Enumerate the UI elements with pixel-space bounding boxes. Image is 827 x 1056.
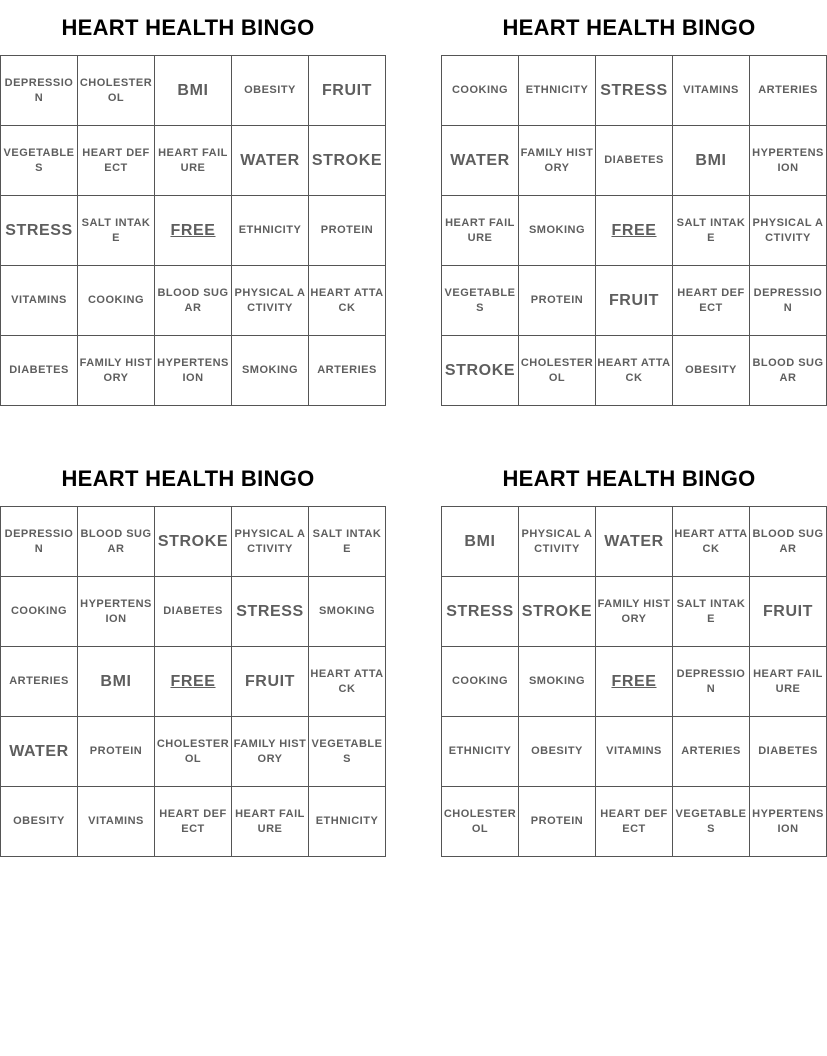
bingo-cell: PROTEIN: [309, 196, 386, 266]
bingo-cell: HEART FAILURE: [232, 787, 309, 857]
bingo-cell: BMI: [673, 126, 750, 196]
bingo-cell: VEGETABLES: [673, 787, 750, 857]
bingo-cell: STROKE: [519, 577, 596, 647]
bingo-cell: SALT INTAKE: [78, 196, 155, 266]
bingo-cell: COOKING: [1, 577, 78, 647]
bingo-cell: BLOOD SUGAR: [750, 336, 827, 406]
bingo-cell: VITAMINS: [1, 266, 78, 336]
bingo-cell: COOKING: [442, 56, 519, 126]
bingo-cell: CHOLESTEROL: [78, 56, 155, 126]
bingo-cell: WATER: [442, 126, 519, 196]
bingo-cell: PROTEIN: [519, 787, 596, 857]
bingo-row: [1, 787, 386, 857]
bingo-cell: HEART FAILURE: [442, 196, 519, 266]
bingo-card-4: [441, 451, 824, 857]
bingo-cell: CHOLESTEROL: [519, 336, 596, 406]
bingo-cell: FRUIT: [596, 266, 673, 336]
bingo-cell: COOKING: [442, 647, 519, 717]
bingo-grid: [0, 55, 386, 406]
bingo-cell: STROKE: [155, 507, 232, 577]
bingo-cell: DEPRESSION: [673, 647, 750, 717]
bingo-cell: HEART FAILURE: [155, 126, 232, 196]
bingo-cell: PROTEIN: [78, 717, 155, 787]
bingo-cell: HYPERTENSION: [750, 126, 827, 196]
bingo-row: [442, 56, 827, 126]
bingo-cell: ETHNICITY: [309, 787, 386, 857]
bingo-cell: HEART FAILURE: [750, 647, 827, 717]
bingo-row: [1, 336, 386, 406]
bingo-cell: VEGETABLES: [442, 266, 519, 336]
bingo-cell: ETHNICITY: [232, 196, 309, 266]
bingo-cell: SMOKING: [232, 336, 309, 406]
bingo-cell: ARTERIES: [1, 647, 78, 717]
bingo-cell: PROTEIN: [519, 266, 596, 336]
bingo-cell: HYPERTENSION: [155, 336, 232, 406]
bingo-row: [1, 717, 386, 787]
bingo-card-3: [0, 451, 384, 857]
bingo-cell: SALT INTAKE: [673, 577, 750, 647]
free-space: FREE: [155, 647, 232, 717]
bingo-cell: COOKING: [78, 266, 155, 336]
bingo-cell: HEART ATTACK: [309, 266, 386, 336]
bingo-cell: HEART DEFECT: [596, 787, 673, 857]
free-space: FREE: [596, 196, 673, 266]
bingo-cell: OBESITY: [1, 787, 78, 857]
bingo-row: [1, 196, 386, 266]
bingo-card-2: [441, 0, 824, 406]
bingo-cell: PHYSICAL ACTIVITY: [750, 196, 827, 266]
bingo-cell: WATER: [596, 507, 673, 577]
bingo-cell: WATER: [232, 126, 309, 196]
bingo-cell: ARTERIES: [309, 336, 386, 406]
bingo-cell: BLOOD SUGAR: [155, 266, 232, 336]
bingo-cell: DIABETES: [750, 717, 827, 787]
bingo-row: [442, 717, 827, 787]
bingo-cell: VITAMINS: [78, 787, 155, 857]
bingo-row: [442, 507, 827, 577]
bingo-cell: DEPRESSION: [750, 266, 827, 336]
bingo-cell: FAMILY HISTORY: [596, 577, 673, 647]
bingo-row: [1, 507, 386, 577]
bingo-cell: ARTERIES: [673, 717, 750, 787]
bingo-cell: CHOLESTEROL: [442, 787, 519, 857]
bingo-cell: SMOKING: [309, 577, 386, 647]
bingo-cell: FRUIT: [232, 647, 309, 717]
bingo-cell: FRUIT: [750, 577, 827, 647]
bingo-grid: [0, 506, 386, 857]
bingo-cell: STRESS: [1, 196, 78, 266]
bingo-cell: STRESS: [442, 577, 519, 647]
bingo-cell: VEGETABLES: [309, 717, 386, 787]
bingo-row: [442, 196, 827, 266]
bingo-cell: DEPRESSION: [1, 56, 78, 126]
bingo-cell: CHOLESTEROL: [155, 717, 232, 787]
bingo-cell: BLOOD SUGAR: [750, 507, 827, 577]
bingo-cell: SMOKING: [519, 196, 596, 266]
bingo-cell: PHYSICAL ACTIVITY: [519, 507, 596, 577]
bingo-cell: VEGETABLES: [1, 126, 78, 196]
bingo-cell: HEART ATTACK: [596, 336, 673, 406]
bingo-cell: DEPRESSION: [1, 507, 78, 577]
bingo-row: [442, 647, 827, 717]
bingo-cell: VITAMINS: [596, 717, 673, 787]
bingo-cell: SMOKING: [519, 647, 596, 717]
bingo-cell: HYPERTENSION: [78, 577, 155, 647]
bingo-cell: BMI: [155, 56, 232, 126]
bingo-card-1: [0, 0, 384, 406]
bingo-cell: HEART DEFECT: [673, 266, 750, 336]
bingo-row: [1, 56, 386, 126]
card-title: HEART HEALTH BINGO: [502, 466, 756, 491]
bingo-cell: FAMILY HISTORY: [232, 717, 309, 787]
bingo-cell: OBESITY: [232, 56, 309, 126]
bingo-cell: VITAMINS: [673, 56, 750, 126]
card-title: HEART HEALTH BINGO: [61, 466, 315, 491]
bingo-row: [1, 266, 386, 336]
bingo-row: [1, 647, 386, 717]
bingo-cell: OBESITY: [519, 717, 596, 787]
bingo-cell: DIABETES: [155, 577, 232, 647]
bingo-cell: PHYSICAL ACTIVITY: [232, 266, 309, 336]
bingo-cell: STRESS: [596, 56, 673, 126]
bingo-row: [442, 577, 827, 647]
bingo-cell: FAMILY HISTORY: [78, 336, 155, 406]
bingo-cell: SALT INTAKE: [673, 196, 750, 266]
bingo-cell: ARTERIES: [750, 56, 827, 126]
bingo-cell: STROKE: [309, 126, 386, 196]
free-space: FREE: [155, 196, 232, 266]
bingo-cell: WATER: [1, 717, 78, 787]
bingo-cell: HEART DEFECT: [78, 126, 155, 196]
bingo-grid: [441, 55, 827, 406]
bingo-row: [1, 126, 386, 196]
bingo-cell: DIABETES: [596, 126, 673, 196]
bingo-cell: FRUIT: [309, 56, 386, 126]
card-title: HEART HEALTH BINGO: [502, 15, 756, 40]
bingo-cell: FAMILY HISTORY: [519, 126, 596, 196]
free-space: FREE: [596, 647, 673, 717]
bingo-cell: HEART DEFECT: [155, 787, 232, 857]
bingo-cell: HEART ATTACK: [309, 647, 386, 717]
bingo-row: [442, 787, 827, 857]
bingo-cell: HEART ATTACK: [673, 507, 750, 577]
bingo-cell: SALT INTAKE: [309, 507, 386, 577]
bingo-cell: BMI: [78, 647, 155, 717]
bingo-row: [442, 336, 827, 406]
bingo-cell: ETHNICITY: [519, 56, 596, 126]
bingo-cell: PHYSICAL ACTIVITY: [232, 507, 309, 577]
bingo-grid: [441, 506, 827, 857]
bingo-cell: BMI: [442, 507, 519, 577]
bingo-row: [1, 577, 386, 647]
bingo-cell: BLOOD SUGAR: [78, 507, 155, 577]
bingo-row: [442, 126, 827, 196]
bingo-cell: HYPERTENSION: [750, 787, 827, 857]
bingo-cell: ETHNICITY: [442, 717, 519, 787]
bingo-cell: STROKE: [442, 336, 519, 406]
bingo-cell: STRESS: [232, 577, 309, 647]
bingo-cell: DIABETES: [1, 336, 78, 406]
card-title: HEART HEALTH BINGO: [61, 15, 315, 40]
bingo-cell: OBESITY: [673, 336, 750, 406]
bingo-row: [442, 266, 827, 336]
